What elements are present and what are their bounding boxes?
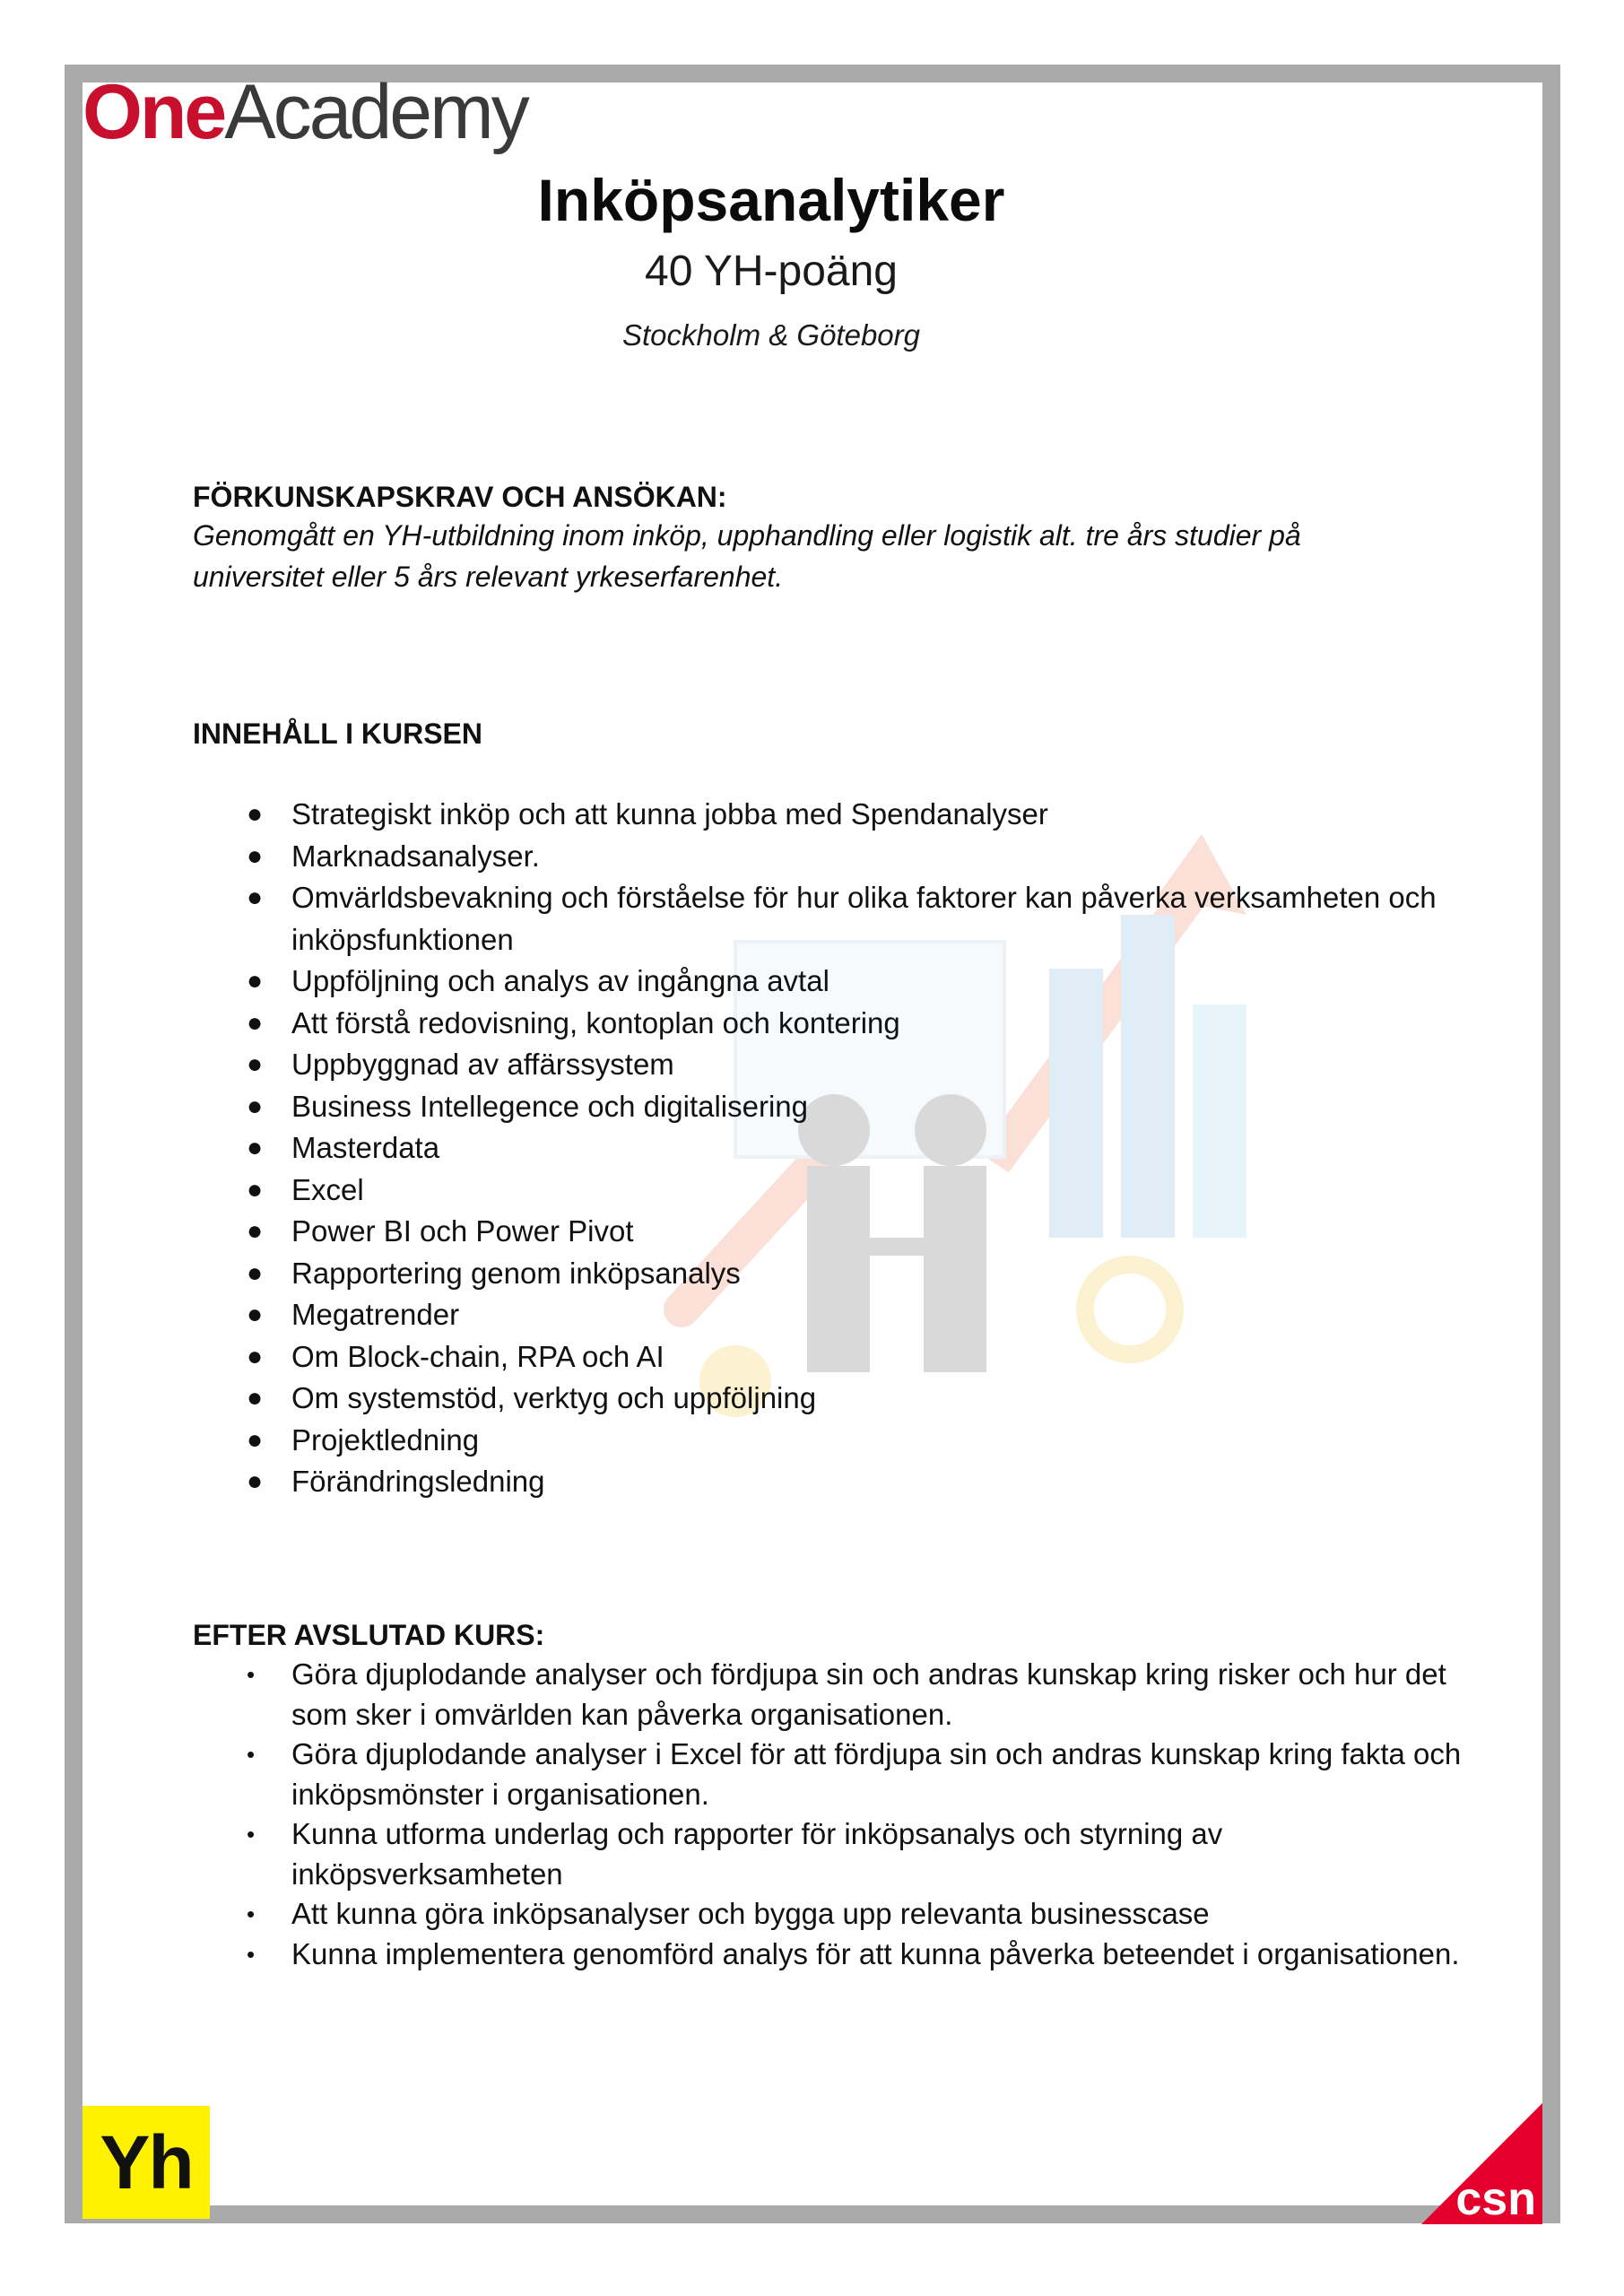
course-content-item (193, 1003, 1448, 1045)
course-content-item (193, 1253, 1448, 1295)
logo-one: One (83, 69, 225, 155)
course-content-item (193, 1211, 1448, 1253)
bullet-icon: • (247, 1821, 256, 1848)
csn-logo-text: csn (1455, 2173, 1536, 2224)
course-title: Inköpsanalytiker (537, 167, 1005, 233)
course-location: Stockholm & Göteborg (622, 318, 920, 352)
course-content-item (193, 1378, 1448, 1420)
course-content-item-text: Om Block-chain, RPA och AI (291, 1339, 664, 1373)
course-content-item (193, 1461, 1448, 1503)
after-course-item (193, 1935, 1466, 1975)
course-content-item (193, 1420, 1448, 1462)
yh-logo-text: Yh (100, 2119, 193, 2205)
course-content-item-text: Att förstå redovisning, kontoplan och kontering (291, 1005, 900, 1039)
course-content-item (193, 961, 1448, 1003)
bullet-icon: ● (247, 1341, 264, 1371)
bullet-icon: • (247, 1900, 256, 1927)
course-content-item-text: Power BI och Power Pivot (291, 1214, 634, 1248)
course-content-item-text: Projektledning (291, 1422, 480, 1457)
logo-academy: Academy (224, 69, 527, 155)
after-course-heading: EFTER AVSLUTAD KURS: (193, 1619, 545, 1651)
course-content-item (193, 877, 1448, 961)
course-content-item-text: Uppbyggnad av affärssystem (291, 1048, 674, 1081)
prerequisites-heading: FÖRKUNSKAPSKRAV OCH ANSÖKAN: (193, 481, 727, 513)
course-content-item-text: Uppföljning och analys av ingångna avtal (291, 964, 829, 997)
course-content-item-text: Förändringsledning (291, 1465, 545, 1498)
course-content-item-text: Rapportering genom inköpsanalys (291, 1256, 741, 1290)
bullet-icon: ● (247, 1424, 264, 1455)
bullet-icon: ● (247, 1466, 264, 1496)
course-content-item-text: Excel (291, 1172, 364, 1206)
bullet-icon: • (247, 1940, 256, 1968)
course-content-item (193, 794, 1448, 836)
yh-logo (83, 2106, 210, 2219)
course-content-item-text: Omvärldsbevakning och förståelse för hur olika faktorer kan påverka verksamheten och inköpsfunktionen (291, 881, 1437, 956)
after-course-item-text: Att kunna göra inköpsanalyser och bygga upp relevanta businesscase (291, 1897, 1210, 1930)
course-content-item-text: Om systemstöd, verktyg och uppföljning (291, 1381, 817, 1414)
course-content-item (193, 1336, 1448, 1378)
prerequisites-text-line2: universitet eller 5 års relevant yrkeserfarenhet. (193, 561, 784, 593)
bullet-icon: ● (247, 840, 264, 871)
course-content-item-text: Marknadsanalyser. (291, 839, 540, 873)
course-content-item (193, 1127, 1448, 1170)
bullet-icon: ● (247, 1300, 264, 1329)
after-course-item-text: Göra djuplodande analyser i Excel för att fördjupa sin och andras kunskap kring fakta och inköpsmönster i organisationen. (291, 1737, 1462, 1811)
oneacademy-logo (83, 69, 527, 155)
bullet-icon: • (247, 1741, 256, 1768)
course-content-item-text: Business Intellegence och digitalisering (291, 1089, 809, 1123)
bullet-icon: • (247, 1661, 256, 1688)
after-course-item (193, 1735, 1466, 1814)
after-course-item (193, 1814, 1466, 1894)
after-course-item (193, 1894, 1466, 1935)
after-course-item-text: Göra djuplodande analyser och fördjupa sin och andras kunskap kring risker och hur det som sker i omvärlden kan påverka organisationen. (291, 1657, 1446, 1731)
content-heading: INNEHÅLL I KURSEN (193, 718, 482, 750)
bullet-icon: ● (247, 1257, 264, 1288)
after-course-item-text: Kunna implementera genomförd analys för att kunna påverka beteendet i organisationen. (291, 1936, 1460, 1970)
bullet-icon: ● (247, 883, 264, 912)
prerequisites-text-line1: Genomgått en YH-utbildning inom inköp, upphandling eller logistik alt. tre års studier på (193, 519, 1301, 552)
bullet-icon: ● (247, 1174, 264, 1205)
prerequisites-text (193, 515, 1448, 597)
bullet-icon: ● (247, 966, 264, 996)
bullet-icon: ● (247, 1133, 264, 1162)
bullet-icon: ● (247, 1216, 264, 1246)
course-content-item (193, 836, 1448, 878)
bullet-icon: ● (247, 799, 264, 829)
bullet-icon: ● (247, 1091, 264, 1121)
course-content-item-text: Masterdata (291, 1131, 440, 1164)
course-content-item (193, 1294, 1448, 1336)
after-course-item-text: Kunna utforma underlag och rapporter för inköpsanalys och styrning av inköpsverksamheten (291, 1817, 1223, 1891)
course-content-item-text: Strategiskt inköp och att kunna jobba med Spendanalyser (291, 797, 1048, 831)
csn-logo (1421, 2103, 1542, 2224)
course-credits: 40 YH-poäng (645, 248, 898, 295)
course-content-item (193, 1044, 1448, 1086)
bullet-icon: ● (247, 1049, 264, 1079)
course-content-item (193, 1170, 1448, 1212)
after-course-list (193, 1655, 1466, 1974)
bullet-icon: ● (247, 1383, 264, 1413)
after-course-item (193, 1655, 1466, 1735)
course-content-item (193, 1086, 1448, 1128)
bullet-icon: ● (247, 1007, 264, 1038)
course-content-item-text: Megatrender (291, 1298, 460, 1331)
course-content-list (193, 794, 1448, 1503)
